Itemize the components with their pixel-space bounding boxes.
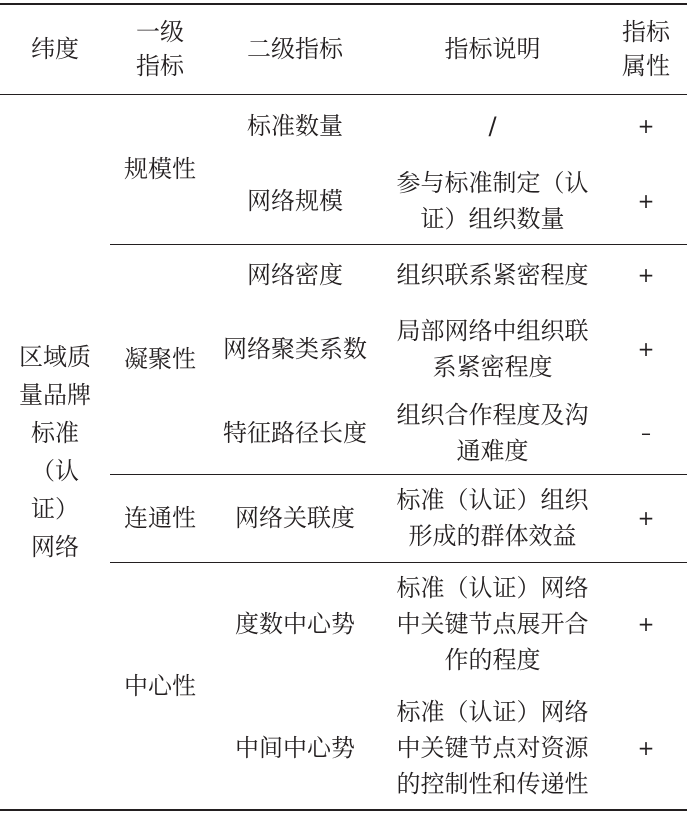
dimension-line: 量品牌	[19, 380, 91, 409]
header-level1	[110, 4, 210, 94]
description-line: 参与标准制定（认	[396, 168, 589, 197]
level2-cell: 标准数量	[247, 112, 343, 141]
description-line: 证）组织数量	[420, 204, 565, 233]
attribute-cell: +	[637, 188, 655, 213]
header-description-label: 指标说明	[444, 35, 541, 64]
level2-cell: 网络规模	[247, 186, 343, 215]
header-dimension	[0, 4, 110, 94]
header-dimension-label: 纬度	[31, 35, 79, 64]
level1-cell: 凝聚性	[110, 244, 210, 474]
description-line: 标准（认证）网络	[396, 697, 589, 726]
level2-cell: 特征路径长度	[223, 418, 367, 447]
description-line: 系紧密程度	[432, 353, 553, 381]
dimension-line: 标准	[31, 418, 79, 447]
attribute-cell: +	[605, 474, 687, 562]
dimension-line: 证）	[31, 494, 79, 523]
description-cell	[380, 158, 605, 244]
attribute-cell: +	[605, 686, 687, 810]
description-line: 中关键节点展开合	[396, 610, 589, 639]
dimension-line: 网络	[31, 532, 79, 561]
header-attribute-line2: 属性	[622, 52, 670, 81]
description-cell	[380, 306, 605, 392]
header-attribute-line1: 指标	[622, 18, 670, 47]
header-level2	[210, 4, 380, 94]
description-line: 局部网络中组织联	[396, 317, 589, 345]
description-cell	[380, 474, 605, 562]
dimension-line: （认	[31, 456, 79, 485]
description-line: /	[488, 112, 497, 141]
description-line: 标准（认证）组织	[396, 486, 589, 514]
attribute-cell: +	[605, 244, 687, 306]
level2-cell: 网络聚类系数	[223, 335, 367, 363]
level2-cell: 网络密度	[210, 244, 380, 306]
description-line: 中关键节点对资源	[396, 733, 589, 762]
attribute-cell: –	[641, 420, 651, 445]
description-line: 组织联系紧密程度	[396, 261, 589, 290]
level2-cell: 度数中心势	[210, 562, 380, 686]
attribute-cell: +	[637, 114, 655, 139]
header-level1-line1: 一级	[136, 18, 184, 47]
description-cell	[380, 686, 605, 810]
description-line: 通难度	[456, 436, 529, 465]
description-line: 的控制性和传递性	[396, 769, 589, 798]
description-cell	[380, 562, 605, 686]
indicator-table	[0, 3, 687, 811]
attribute-cell: +	[605, 562, 687, 686]
header-level2-label: 二级指标	[247, 35, 343, 64]
level1-cell: 连通性	[110, 474, 210, 562]
header-description	[380, 4, 605, 94]
dimension-cell	[0, 94, 110, 810]
level2-cell: 网络关联度	[210, 474, 380, 562]
description-line: 形成的群体效益	[408, 522, 577, 550]
description-line: 组织合作程度及沟	[396, 400, 589, 429]
header-attribute	[605, 4, 687, 94]
header-level1-line2: 指标	[136, 52, 184, 81]
description-cell	[380, 392, 605, 474]
description-cell	[380, 244, 605, 306]
attribute-cell: +	[637, 337, 655, 361]
level1-cell: 规模性	[124, 155, 196, 183]
level2-cell: 中间中心势	[210, 686, 380, 810]
description-line: 标准（认证）网络	[396, 574, 589, 603]
table-row	[0, 94, 687, 158]
description-line: 作的程度	[444, 646, 541, 675]
description-cell	[380, 94, 605, 158]
header-row	[0, 4, 687, 94]
dimension-line: 区域质	[19, 342, 91, 371]
level1-cell: 中心性	[110, 562, 210, 810]
